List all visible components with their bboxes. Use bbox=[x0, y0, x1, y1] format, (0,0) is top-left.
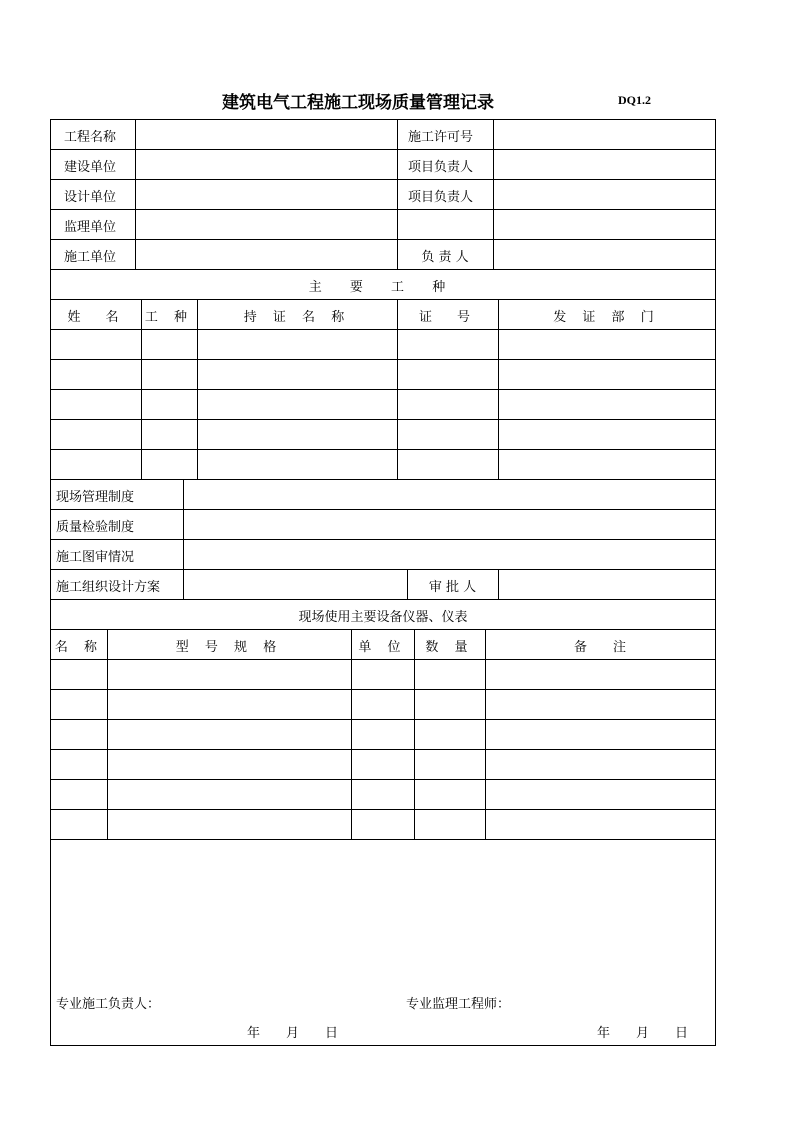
row-divider bbox=[51, 509, 715, 510]
project-name-label: 工程名称 bbox=[64, 130, 117, 145]
row-divider bbox=[51, 149, 715, 150]
row-divider bbox=[51, 839, 715, 840]
column-divider bbox=[397, 299, 398, 479]
site-management-system-value[interactable] bbox=[189, 490, 709, 506]
row-divider bbox=[51, 569, 715, 570]
row-divider bbox=[51, 689, 715, 690]
drawing-review-label: 施工图审情况 bbox=[56, 550, 135, 565]
equipment-col-quantity: 数 量 bbox=[425, 640, 474, 655]
column-divider bbox=[183, 479, 184, 599]
equipment-section-title: 现场使用主要设备仪器、仪表 bbox=[298, 610, 468, 625]
trades-col-issuer: 发 证 部 门 bbox=[553, 310, 660, 325]
project-leader-value[interactable] bbox=[499, 160, 709, 176]
row-divider bbox=[51, 599, 715, 600]
design-unit-label: 设计单位 bbox=[64, 190, 117, 205]
project-name-value[interactable] bbox=[141, 130, 391, 146]
construction-plan-label: 施工组织设计方案 bbox=[56, 580, 161, 595]
quality-inspection-system-value[interactable] bbox=[189, 520, 709, 536]
row-divider bbox=[51, 209, 715, 210]
project-leader-label: 项目负责人 bbox=[408, 160, 474, 175]
construction-unit-value[interactable] bbox=[141, 160, 391, 176]
document-code: DQ1.2 bbox=[618, 93, 651, 107]
column-divider bbox=[135, 120, 136, 269]
row-divider bbox=[51, 809, 715, 810]
row-divider bbox=[51, 659, 715, 660]
trades-col-certificate: 持 证 名 称 bbox=[243, 310, 351, 325]
supervisor-signer-label: 专业监理工程师： bbox=[406, 997, 511, 1012]
column-divider bbox=[141, 299, 142, 479]
contractor-signer-label: 专业施工负责人： bbox=[56, 997, 161, 1012]
drawing-review-value[interactable] bbox=[189, 550, 709, 566]
main-trades-title: 主 要 工 种 bbox=[308, 280, 458, 295]
column-divider bbox=[485, 629, 486, 839]
date-right: 年 月 日 bbox=[597, 1026, 689, 1041]
row-divider bbox=[51, 179, 715, 180]
supervision-unit-label: 监理单位 bbox=[64, 220, 117, 235]
construction-plan-value[interactable] bbox=[189, 580, 401, 596]
row-divider bbox=[51, 719, 715, 720]
permit-no-value[interactable] bbox=[499, 130, 709, 146]
column-divider bbox=[107, 629, 108, 839]
column-divider bbox=[351, 629, 352, 839]
record-form bbox=[50, 119, 716, 1046]
row-divider bbox=[51, 779, 715, 780]
document-title: 建筑电气工程施工现场质量管理记录 bbox=[222, 93, 494, 113]
project-leader-label: 项目负责人 bbox=[408, 190, 474, 205]
site-management-system-label: 现场管理制度 bbox=[56, 490, 135, 505]
row-divider bbox=[51, 749, 715, 750]
equipment-col-remarks: 备 注 bbox=[573, 640, 626, 655]
column-divider bbox=[493, 120, 494, 269]
column-divider bbox=[197, 299, 198, 479]
project-leader-value[interactable] bbox=[499, 190, 709, 206]
construction-unit-label: 建设单位 bbox=[64, 160, 117, 175]
row-divider bbox=[51, 419, 715, 420]
column-divider bbox=[414, 629, 415, 839]
trades-col-trade: 工 种 bbox=[144, 310, 194, 325]
equipment-col-unit: 单 位 bbox=[358, 640, 407, 655]
contractor-value[interactable] bbox=[141, 250, 391, 266]
permit-no-label: 施工许可号 bbox=[408, 130, 474, 145]
leader-label: 负 责 人 bbox=[421, 250, 469, 265]
row-divider bbox=[51, 539, 715, 540]
row-divider bbox=[51, 239, 715, 240]
row-divider bbox=[51, 359, 715, 360]
date-left: 年 月 日 bbox=[247, 1026, 339, 1041]
approver-value[interactable] bbox=[504, 580, 709, 596]
trades-col-name: 姓 名 bbox=[67, 310, 125, 325]
row-divider bbox=[51, 389, 715, 390]
supervision-unit-value[interactable] bbox=[141, 220, 391, 236]
row-divider bbox=[51, 269, 715, 270]
trades-col-cert-no: 证 号 bbox=[418, 310, 476, 325]
column-divider bbox=[498, 569, 499, 599]
row-divider bbox=[51, 479, 715, 480]
contractor-label: 施工单位 bbox=[64, 250, 117, 265]
design-unit-value[interactable] bbox=[141, 190, 391, 206]
row-divider bbox=[51, 299, 715, 300]
quality-inspection-system-label: 质量检验制度 bbox=[56, 520, 135, 535]
approver-label: 审 批 人 bbox=[428, 580, 477, 595]
column-divider bbox=[397, 120, 398, 269]
row-divider bbox=[51, 629, 715, 630]
leader-value[interactable] bbox=[499, 250, 709, 266]
row-divider bbox=[51, 329, 715, 330]
column-divider bbox=[498, 299, 499, 479]
equipment-col-model: 型 号 规 格 bbox=[175, 640, 283, 655]
equipment-col-name: 名 称 bbox=[54, 640, 104, 655]
row-divider bbox=[51, 449, 715, 450]
